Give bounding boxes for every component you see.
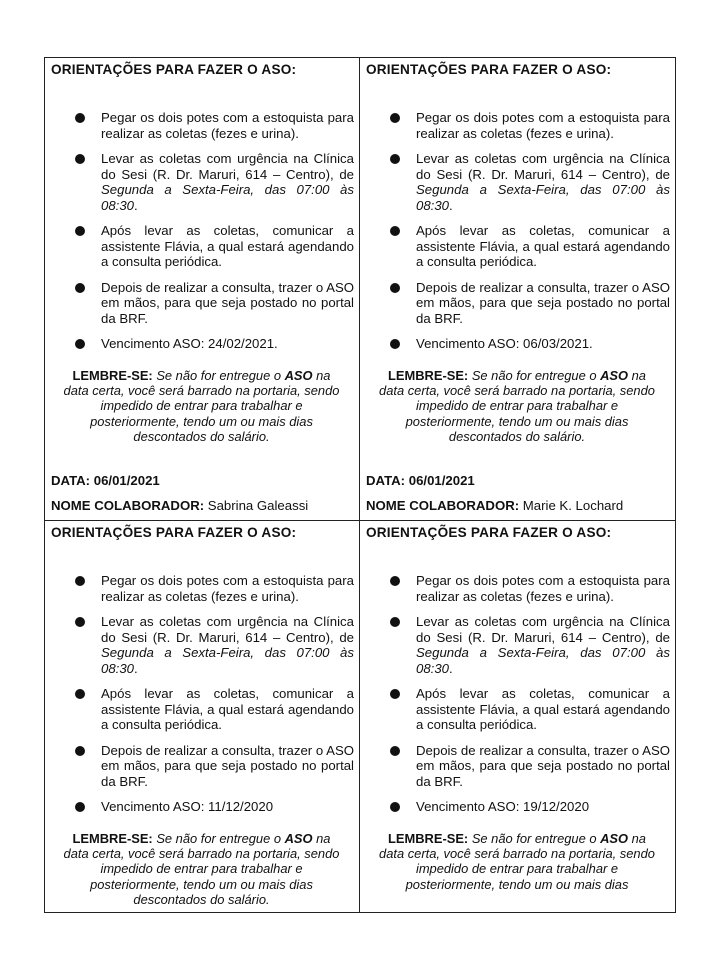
reminder-text-end: na data certa, você será barrado na portaria, sendo impedido de entrar para trabalhar e posteriormente, tendo um ou mais dias descontados do salário. bbox=[63, 367, 340, 445]
instruction-text: Após levar as coletas, comunicar a assistente Flávia, a qual estará agendando a consulta periódica. bbox=[416, 223, 670, 269]
aso-card bbox=[45, 58, 360, 521]
instruction-text: Pegar os dois potes com a estoquista para realizar as coletas (fezes e urina). bbox=[101, 573, 354, 604]
instruction-item bbox=[416, 223, 670, 270]
instruction-text-end: . bbox=[449, 197, 453, 213]
reminder-text-end: na data certa, você será barrado na portaria, sendo impedido de entrar para trabalhar e posteriormente, tendo um ou mais dias descontados do salário. bbox=[379, 367, 655, 445]
bullet-icon bbox=[75, 576, 85, 586]
bullet-icon bbox=[75, 113, 85, 123]
instruction-item bbox=[101, 280, 354, 327]
bullet-icon bbox=[75, 339, 85, 349]
bullet-icon bbox=[75, 689, 85, 699]
date-label: DATA: bbox=[51, 473, 91, 488]
instruction-item bbox=[101, 223, 354, 270]
bullet-icon bbox=[390, 339, 400, 349]
instruction-text: Levar as coletas com urgência na Clínica do Sesi (R. Dr. Maruri, 614 – Centro), de bbox=[101, 614, 354, 645]
reminder-aso: ASO bbox=[600, 367, 629, 383]
card-footer bbox=[366, 473, 669, 520]
instruction-item bbox=[101, 573, 354, 604]
bullet-icon bbox=[75, 746, 85, 756]
bullet-icon bbox=[390, 689, 400, 699]
bullet-icon bbox=[75, 154, 85, 164]
reminder-label: LEMBRE-SE: bbox=[388, 367, 469, 383]
date-label: DATA: bbox=[366, 473, 406, 488]
bullet-icon bbox=[390, 746, 400, 756]
schedule-text: Segunda a Sexta-Feira, das 07:00 às 08:30 bbox=[416, 645, 670, 676]
instruction-text-end: . bbox=[449, 660, 453, 676]
schedule-text: Segunda a Sexta-Feira, das 07:00 às 08:30 bbox=[416, 182, 670, 213]
schedule-text: Segunda a Sexta-Feira, das 07:00 às 08:30 bbox=[101, 645, 354, 676]
instruction-list bbox=[366, 110, 670, 352]
reminder-text: Se não for entregue o bbox=[468, 830, 601, 846]
employee-row bbox=[51, 498, 353, 514]
employee-label: NOME COLABORADOR: bbox=[366, 498, 520, 513]
instruction-item bbox=[101, 336, 354, 352]
reminder-label: LEMBRE-SE: bbox=[388, 830, 469, 846]
expiry-text: Vencimento ASO: 24/02/2021. bbox=[101, 336, 278, 351]
employee-label: NOME COLABORADOR: bbox=[51, 498, 205, 513]
reminder-note bbox=[374, 831, 660, 893]
instruction-list bbox=[51, 110, 354, 352]
employee-name: Marie K. Lochard bbox=[522, 498, 624, 513]
instruction-text: Depois de realizar a consulta, trazer o ASO em mãos, para que seja postado no portal da BRF. bbox=[101, 742, 354, 789]
instruction-list bbox=[51, 573, 354, 815]
instruction-text: Pegar os dois potes com a estoquista para realizar as coletas (fezes e urina). bbox=[416, 110, 670, 141]
instruction-text: Após levar as coletas, comunicar a assistente Flávia, a qual estará agendando a consulta periódica. bbox=[101, 686, 354, 732]
bullet-icon bbox=[390, 802, 400, 812]
date-value: 06/01/2021 bbox=[408, 473, 475, 488]
card-title: ORIENTAÇÕES PARA FAZER O ASO: bbox=[366, 525, 612, 540]
bullet-icon bbox=[390, 226, 400, 236]
bullet-icon bbox=[390, 113, 400, 123]
bullet-icon bbox=[75, 617, 85, 627]
instruction-text: Após levar as coletas, comunicar a assistente Flávia, a qual estará agendando a consulta periódica. bbox=[416, 686, 670, 732]
reminder-text-end: na data certa, você será barrado na portaria, sendo impedido de entrar para trabalhar e posteriormente, tendo um ou mais dias descontados do salário. bbox=[63, 830, 340, 908]
expiry-text: Vencimento ASO: 19/12/2020 bbox=[416, 799, 590, 814]
employee-name: Sabrina Galeassi bbox=[207, 498, 309, 513]
instruction-item bbox=[416, 280, 670, 327]
instruction-item bbox=[416, 743, 670, 790]
instruction-text: Pegar os dois potes com a estoquista para realizar as coletas (fezes e urina). bbox=[416, 573, 670, 604]
reminder-text-end: na data certa, você será barrado na portaria, sendo impedido de entrar para trabalhar e posteriormente, tendo um ou mais dias bbox=[379, 830, 655, 892]
expiry-text: Vencimento ASO: 11/12/2020 bbox=[101, 799, 274, 814]
aso-card bbox=[45, 521, 360, 912]
reminder-text: Se não for entregue o bbox=[152, 367, 285, 383]
bullet-icon bbox=[75, 802, 85, 812]
card-title: ORIENTAÇÕES PARA FAZER O ASO: bbox=[51, 62, 297, 77]
reminder-aso: ASO bbox=[600, 830, 629, 846]
expiry-text: Vencimento ASO: 06/03/2021. bbox=[416, 336, 593, 351]
bullet-icon bbox=[390, 576, 400, 586]
card-title: ORIENTAÇÕES PARA FAZER O ASO: bbox=[51, 525, 297, 540]
instruction-text: Levar as coletas com urgência na Clínica do Sesi (R. Dr. Maruri, 614 – Centro), de bbox=[416, 614, 670, 645]
instruction-text: Depois de realizar a consulta, trazer o ASO em mãos, para que seja postado no portal da BRF. bbox=[416, 279, 670, 326]
instruction-text: Após levar as coletas, comunicar a assistente Flávia, a qual estará agendando a consulta periódica. bbox=[101, 223, 354, 269]
reminder-aso: ASO bbox=[284, 830, 313, 846]
bullet-icon bbox=[390, 283, 400, 293]
instruction-item bbox=[101, 799, 354, 815]
instruction-item bbox=[416, 573, 670, 604]
instruction-item bbox=[416, 686, 670, 733]
aso-card-grid bbox=[44, 57, 676, 913]
instruction-item bbox=[416, 336, 670, 352]
instruction-item bbox=[101, 614, 354, 676]
reminder-note bbox=[59, 368, 344, 445]
reminder-label: LEMBRE-SE: bbox=[72, 367, 153, 383]
instruction-item bbox=[101, 151, 354, 213]
employee-row bbox=[366, 498, 669, 514]
date-row bbox=[366, 473, 669, 489]
instruction-item bbox=[416, 799, 670, 815]
instruction-item bbox=[101, 743, 354, 790]
instruction-item bbox=[416, 151, 670, 213]
reminder-note bbox=[374, 368, 660, 445]
instruction-text: Pegar os dois potes com a estoquista para realizar as coletas (fezes e urina). bbox=[101, 110, 354, 141]
instruction-text-end: . bbox=[134, 197, 138, 213]
reminder-text: Se não for entregue o bbox=[468, 367, 601, 383]
instruction-item bbox=[101, 110, 354, 141]
instruction-list bbox=[366, 573, 670, 815]
instruction-item bbox=[101, 686, 354, 733]
bullet-icon bbox=[390, 154, 400, 164]
card-footer bbox=[51, 473, 353, 520]
instruction-text: Levar as coletas com urgência na Clínica do Sesi (R. Dr. Maruri, 614 – Centro), de bbox=[416, 151, 670, 182]
reminder-note bbox=[59, 831, 344, 908]
instruction-item bbox=[416, 110, 670, 141]
schedule-text: Segunda a Sexta-Feira, das 07:00 às 08:30 bbox=[101, 182, 354, 213]
instruction-text: Depois de realizar a consulta, trazer o ASO em mãos, para que seja postado no portal da BRF. bbox=[416, 742, 670, 789]
reminder-text: Se não for entregue o bbox=[152, 830, 285, 846]
bullet-icon bbox=[75, 226, 85, 236]
aso-card bbox=[360, 521, 675, 912]
date-value: 06/01/2021 bbox=[93, 473, 160, 488]
card-title: ORIENTAÇÕES PARA FAZER O ASO: bbox=[366, 62, 612, 77]
instruction-item bbox=[416, 614, 670, 676]
reminder-label: LEMBRE-SE: bbox=[72, 830, 153, 846]
date-row bbox=[51, 473, 353, 489]
instruction-text-end: . bbox=[134, 660, 138, 676]
reminder-aso: ASO bbox=[284, 367, 313, 383]
instruction-text: Levar as coletas com urgência na Clínica do Sesi (R. Dr. Maruri, 614 – Centro), de bbox=[101, 151, 354, 182]
bullet-icon bbox=[75, 283, 85, 293]
bullet-icon bbox=[390, 617, 400, 627]
aso-card bbox=[360, 58, 675, 521]
instruction-text: Depois de realizar a consulta, trazer o ASO em mãos, para que seja postado no portal da BRF. bbox=[101, 279, 354, 326]
